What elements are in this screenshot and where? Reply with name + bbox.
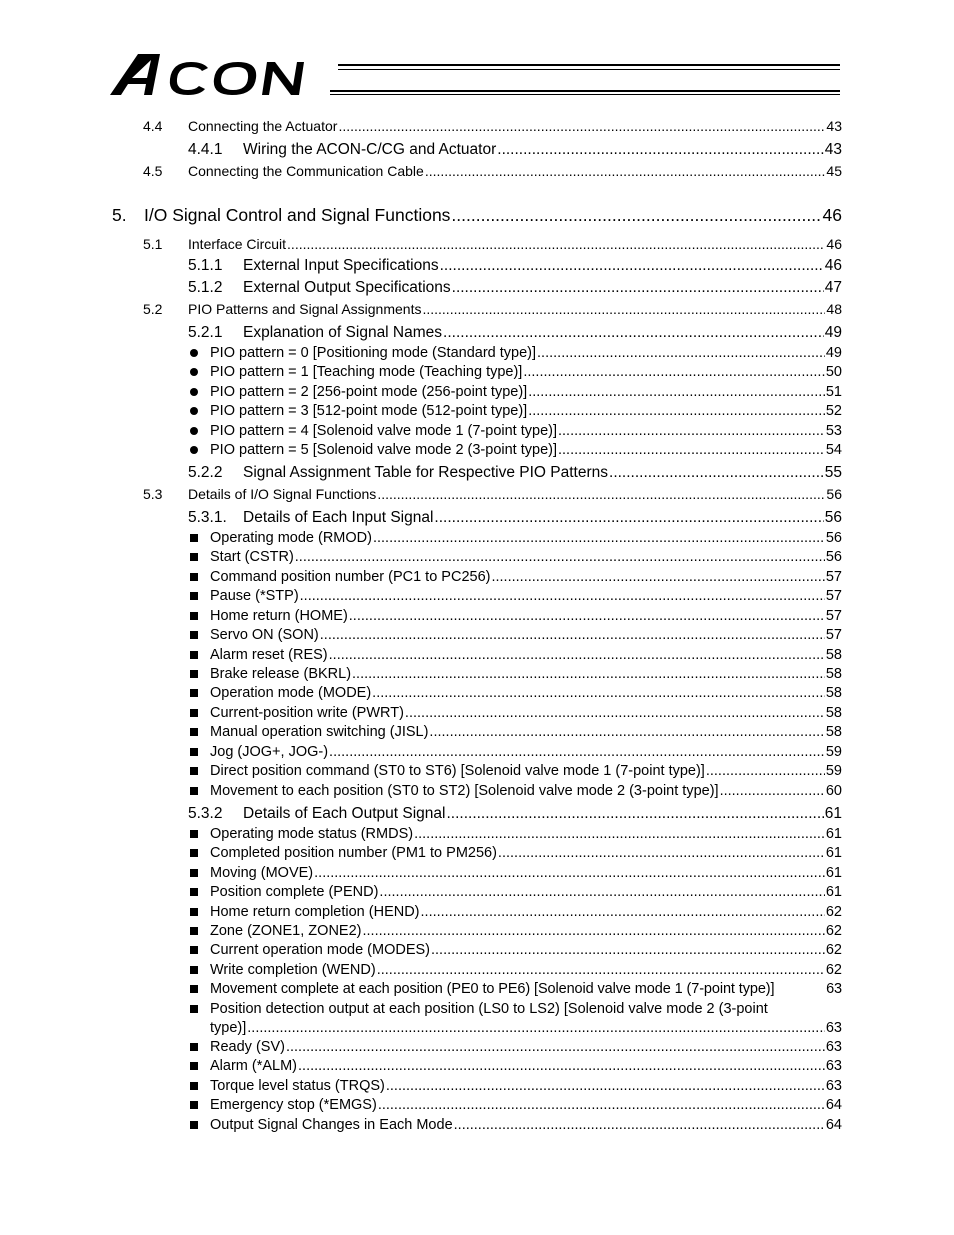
leader-dots bbox=[349, 608, 825, 624]
toc-bullet-output[interactable] bbox=[210, 942, 842, 958]
toc-page: 57 bbox=[825, 569, 842, 585]
toc-page: 49 bbox=[824, 324, 842, 341]
bullet-square-icon bbox=[190, 744, 198, 760]
bullet-square-icon bbox=[190, 1001, 198, 1017]
bullet-square-icon bbox=[190, 884, 198, 900]
leader-dots bbox=[452, 279, 824, 297]
leader-dots bbox=[454, 1117, 825, 1133]
toc-title: Position complete (PEND) bbox=[210, 884, 379, 900]
toc-title: Interface Circuit bbox=[188, 236, 287, 252]
toc-entry-5-3-2[interactable] bbox=[188, 805, 842, 823]
toc-title-continued: type)] bbox=[210, 1020, 247, 1036]
leader-dots bbox=[425, 163, 826, 179]
leader-dots bbox=[528, 384, 825, 400]
toc-page: 53 bbox=[825, 423, 842, 439]
toc-page: 63 bbox=[825, 1058, 842, 1074]
toc-entry-5-3-1[interactable] bbox=[188, 509, 842, 527]
toc-entry-4-5[interactable] bbox=[143, 163, 842, 179]
toc-entry-4-4[interactable] bbox=[143, 118, 842, 134]
toc-bullet-pio-2[interactable] bbox=[210, 384, 842, 400]
toc-title: I/O Signal Control and Signal Functions bbox=[144, 205, 451, 225]
leader-dots bbox=[537, 345, 825, 361]
bullet-square-icon bbox=[190, 627, 198, 643]
toc-number: 5. bbox=[112, 205, 127, 225]
bullet-circle-icon bbox=[190, 423, 198, 439]
toc-number: 5.3 bbox=[143, 486, 163, 502]
bullet-square-icon bbox=[190, 530, 198, 546]
leader-dots bbox=[431, 942, 825, 958]
leader-dots bbox=[379, 884, 824, 900]
toc-page: 51 bbox=[825, 384, 842, 400]
toc-page: 64 bbox=[825, 1117, 842, 1133]
bullet-square-icon bbox=[190, 608, 198, 624]
leader-dots bbox=[372, 685, 825, 701]
toc-title: Alarm reset (RES) bbox=[210, 647, 328, 663]
leader-dots bbox=[558, 423, 825, 439]
toc-number: 5.1.1 bbox=[188, 257, 223, 274]
toc-page: 59 bbox=[825, 763, 842, 779]
leader-dots bbox=[451, 205, 821, 226]
toc-bullet-input[interactable] bbox=[210, 705, 842, 721]
toc-bullet-input[interactable] bbox=[210, 647, 842, 663]
leader-dots bbox=[405, 705, 825, 721]
leader-dots bbox=[491, 569, 824, 585]
leader-dots bbox=[298, 1058, 825, 1074]
toc-bullet-pio-3[interactable] bbox=[210, 403, 842, 419]
toc-page: 61 bbox=[825, 826, 842, 842]
leader-dots bbox=[373, 530, 825, 546]
leader-dots bbox=[558, 442, 825, 458]
toc-bullet-input[interactable] bbox=[210, 549, 842, 565]
toc-title: Jog (JOG+, JOG-) bbox=[210, 744, 329, 760]
toc-page: 61 bbox=[825, 884, 842, 900]
toc-bullet-input[interactable] bbox=[210, 744, 842, 760]
toc-title: Current operation mode (MODES) bbox=[210, 942, 430, 958]
toc-page: 64 bbox=[825, 1097, 842, 1113]
toc-title: Position detection output at each position (LS0 to LS2) [Solenoid valve mode 2 (3-point bbox=[210, 1001, 768, 1017]
toc-title: PIO pattern = 0 [Positioning mode (Standard type)] bbox=[210, 345, 537, 361]
toc-title: Operation mode (MODE) bbox=[210, 685, 372, 701]
leader-dots bbox=[329, 647, 825, 663]
bullet-circle-icon bbox=[190, 403, 198, 419]
toc-number: 5.2.1 bbox=[188, 324, 223, 341]
toc-bullet-input[interactable] bbox=[210, 569, 842, 585]
toc-page: 56 bbox=[824, 509, 842, 526]
leader-dots bbox=[320, 627, 825, 643]
leader-dots bbox=[377, 962, 825, 978]
bullet-square-icon bbox=[190, 1039, 198, 1055]
toc-number: 5.3.1. bbox=[188, 509, 227, 526]
toc-title: Home return completion (HEND) bbox=[210, 904, 420, 920]
leader-dots bbox=[378, 1097, 825, 1113]
toc-title: Output Signal Changes in Each Mode bbox=[210, 1117, 453, 1133]
toc-page: 43 bbox=[824, 141, 842, 158]
toc-bullet-pio-4[interactable] bbox=[210, 423, 842, 439]
toc-title: Movement complete at each position (PE0 to PE6) [Solenoid valve mode 1 (7-point type)] bbox=[210, 981, 775, 997]
toc-bullet-input[interactable] bbox=[210, 666, 842, 682]
toc-bullet-input[interactable] bbox=[210, 627, 842, 643]
toc-page: 63 bbox=[826, 981, 842, 997]
toc-entry-5-3[interactable] bbox=[143, 486, 842, 502]
toc-page: 63 bbox=[825, 1039, 842, 1055]
bullet-square-icon bbox=[190, 685, 198, 701]
toc-bullet-position-detection[interactable] bbox=[210, 1001, 842, 1017]
toc-title: PIO pattern = 2 [256-point mode (256-point type)] bbox=[210, 384, 528, 400]
toc-bullet-position-detection-cont[interactable] bbox=[210, 1020, 842, 1036]
toc-title: Movement to each position (ST0 to ST2) [Solenoid valve mode 2 (3-point type)] bbox=[210, 783, 719, 799]
toc-bullet-output[interactable] bbox=[210, 845, 842, 861]
bullet-circle-icon bbox=[190, 364, 198, 380]
bullet-square-icon bbox=[190, 705, 198, 721]
toc-bullet-pio-1[interactable] bbox=[210, 364, 842, 380]
toc-title: Connecting the Actuator bbox=[188, 118, 338, 134]
toc-bullet-output[interactable] bbox=[210, 884, 842, 900]
leader-dots bbox=[429, 724, 824, 740]
bullet-square-icon bbox=[190, 923, 198, 939]
toc-page: 58 bbox=[825, 705, 842, 721]
toc-bullet-output[interactable] bbox=[210, 962, 842, 978]
toc-entry-4-4-1[interactable] bbox=[188, 141, 842, 159]
toc-title: Signal Assignment Table for Respective PIO Patterns bbox=[243, 464, 609, 481]
bullet-square-icon bbox=[190, 981, 198, 997]
toc-number: 5.1 bbox=[143, 236, 163, 252]
toc-title: Start (CSTR) bbox=[210, 549, 294, 565]
toc-title: Command position number (PC1 to PC256) bbox=[210, 569, 491, 585]
toc-entry-5-1-1[interactable] bbox=[188, 257, 842, 275]
bullet-square-icon bbox=[190, 724, 198, 740]
toc-page: 47 bbox=[824, 279, 842, 296]
leader-dots bbox=[247, 1020, 825, 1036]
toc-page: 62 bbox=[825, 962, 842, 978]
leader-dots bbox=[609, 464, 824, 482]
bullet-square-icon bbox=[190, 549, 198, 565]
toc-number: 5.3.2 bbox=[188, 805, 223, 822]
leader-dots bbox=[386, 1078, 825, 1094]
toc-page: 60 bbox=[825, 783, 842, 799]
toc-title: Pause (*STP) bbox=[210, 588, 299, 604]
toc-bullet-input[interactable] bbox=[210, 530, 842, 546]
toc-page: 54 bbox=[825, 442, 842, 458]
toc-page: 43 bbox=[826, 118, 842, 134]
toc-bullet-input[interactable] bbox=[210, 783, 842, 799]
toc-page: 52 bbox=[825, 403, 842, 419]
toc-page: 46 bbox=[826, 236, 842, 252]
toc-page: 61 bbox=[825, 865, 842, 881]
toc-page: 61 bbox=[824, 805, 842, 822]
toc-title: Ready (SV) bbox=[210, 1039, 285, 1055]
leader-dots bbox=[422, 301, 825, 317]
leader-dots bbox=[523, 364, 825, 380]
toc-page: 56 bbox=[826, 486, 842, 502]
toc-title: PIO pattern = 4 [Solenoid valve mode 1 (7-point type)] bbox=[210, 423, 557, 439]
toc-title: Operating mode (RMOD) bbox=[210, 530, 372, 546]
toc-page: 56 bbox=[825, 549, 842, 565]
toc-chapter-5[interactable] bbox=[112, 205, 842, 226]
bullet-square-icon bbox=[190, 1097, 198, 1113]
bullet-square-icon bbox=[190, 783, 198, 799]
bullet-circle-icon bbox=[190, 442, 198, 458]
toc-page: 50 bbox=[825, 364, 842, 380]
toc-bullet-output[interactable] bbox=[210, 904, 842, 920]
toc-title: Brake release (BKRL) bbox=[210, 666, 352, 682]
bullet-square-icon bbox=[190, 569, 198, 585]
leader-dots bbox=[377, 486, 825, 502]
toc-page: 46 bbox=[824, 257, 842, 274]
toc-title: PIO pattern = 5 [Solenoid valve mode 2 (3-point type)] bbox=[210, 442, 557, 458]
toc-bullet-input[interactable] bbox=[210, 763, 842, 779]
toc-number: 4.4.1 bbox=[188, 141, 223, 158]
toc-bullet-input[interactable] bbox=[210, 588, 842, 604]
bullet-square-icon bbox=[190, 1058, 198, 1074]
toc-entry-5-2-1[interactable] bbox=[188, 324, 842, 342]
toc-title: Manual operation switching (JISL) bbox=[210, 724, 429, 740]
leader-dots bbox=[295, 549, 825, 565]
toc-bullet-output[interactable] bbox=[210, 1097, 842, 1113]
leader-dots bbox=[497, 141, 823, 159]
toc-page: 45 bbox=[826, 163, 842, 179]
toc-page: 46 bbox=[822, 205, 842, 225]
leader-dots bbox=[286, 1039, 825, 1055]
bullet-square-icon bbox=[190, 845, 198, 861]
bullet-square-icon bbox=[190, 942, 198, 958]
toc-title: PIO Patterns and Signal Assignments bbox=[188, 301, 422, 317]
bullet-circle-icon bbox=[190, 384, 198, 400]
leader-dots bbox=[300, 588, 825, 604]
toc-title: Moving (MOVE) bbox=[210, 865, 314, 881]
toc-title: PIO pattern = 3 [512-point mode (512-point type)] bbox=[210, 403, 528, 419]
toc-title: Zone (ZONE1, ZONE2) bbox=[210, 923, 362, 939]
leader-dots bbox=[314, 865, 825, 881]
toc-page: 57 bbox=[825, 608, 842, 624]
toc-number: 5.2 bbox=[143, 301, 163, 317]
toc-bullet-output[interactable] bbox=[210, 1078, 842, 1094]
bullet-square-icon bbox=[190, 826, 198, 842]
toc-title: Explanation of Signal Names bbox=[243, 324, 443, 341]
toc-page: 57 bbox=[825, 627, 842, 643]
leader-dots bbox=[443, 324, 824, 342]
leader-dots bbox=[329, 744, 825, 760]
toc-title: Wiring the ACON-C/CG and Actuator bbox=[243, 141, 497, 158]
toc-title: Details of Each Input Signal bbox=[243, 509, 434, 526]
toc-bullet-input[interactable] bbox=[210, 724, 842, 740]
leader-dots bbox=[362, 923, 824, 939]
leader-dots bbox=[338, 118, 825, 134]
toc-page: 62 bbox=[825, 942, 842, 958]
bullet-square-icon bbox=[190, 588, 198, 604]
toc-bullet-movement-complete[interactable] bbox=[210, 981, 842, 997]
toc-number: 5.1.2 bbox=[188, 279, 223, 296]
toc-entry-5-2[interactable] bbox=[143, 301, 842, 317]
toc-title: Alarm (*ALM) bbox=[210, 1058, 298, 1074]
toc-bullet-output[interactable] bbox=[210, 826, 842, 842]
toc-title: Emergency stop (*EMGS) bbox=[210, 1097, 377, 1113]
toc-title: Operating mode status (RMDS) bbox=[210, 826, 414, 842]
bullet-square-icon bbox=[190, 763, 198, 779]
toc-page: 49 bbox=[825, 345, 842, 361]
toc-entry-5-1-2[interactable] bbox=[188, 279, 842, 297]
toc-title: Home return (HOME) bbox=[210, 608, 348, 624]
toc-page: 59 bbox=[825, 744, 842, 760]
toc-page: 62 bbox=[825, 904, 842, 920]
toc-page: 63 bbox=[825, 1078, 842, 1094]
bullet-square-icon bbox=[190, 666, 198, 682]
toc-entry-5-1[interactable] bbox=[143, 236, 842, 252]
leader-dots bbox=[287, 236, 825, 252]
toc-page: 58 bbox=[825, 724, 842, 740]
toc-title: Direct position command (ST0 to ST6) [Solenoid valve mode 1 (7-point type)] bbox=[210, 763, 705, 779]
toc-title: Details of I/O Signal Functions bbox=[188, 486, 377, 502]
toc-bullet-output[interactable] bbox=[210, 1039, 842, 1055]
toc-bullet-output[interactable] bbox=[210, 1058, 842, 1074]
leader-dots bbox=[446, 805, 823, 823]
toc-page: 61 bbox=[825, 845, 842, 861]
toc-bullet-pio-0[interactable] bbox=[210, 345, 842, 361]
toc-page: 62 bbox=[825, 923, 842, 939]
leader-dots bbox=[434, 509, 823, 527]
toc-bullet-output[interactable] bbox=[210, 865, 842, 881]
toc-title: External Output Specifications bbox=[243, 279, 451, 296]
toc-bullet-input[interactable] bbox=[210, 608, 842, 624]
bullet-square-icon bbox=[190, 904, 198, 920]
leader-dots bbox=[720, 783, 825, 799]
toc-page: 56 bbox=[825, 530, 842, 546]
toc-title: Details of Each Output Signal bbox=[243, 805, 446, 822]
bullet-square-icon bbox=[190, 962, 198, 978]
toc-title: External Input Specifications bbox=[243, 257, 439, 274]
bullet-square-icon bbox=[190, 1078, 198, 1094]
toc-title: Write completion (WEND) bbox=[210, 962, 376, 978]
toc-bullet-input[interactable] bbox=[210, 685, 842, 701]
toc-bullet-pio-5[interactable] bbox=[210, 442, 842, 458]
leader-dots bbox=[706, 763, 825, 779]
leader-dots bbox=[421, 904, 825, 920]
toc-page: 63 bbox=[825, 1020, 842, 1036]
toc-title: Current-position write (PWRT) bbox=[210, 705, 404, 721]
toc-title: Completed position number (PM1 to PM256) bbox=[210, 845, 497, 861]
toc-page: 57 bbox=[825, 588, 842, 604]
leader-dots bbox=[352, 666, 825, 682]
bullet-square-icon bbox=[190, 1117, 198, 1133]
toc-page: 48 bbox=[826, 301, 842, 317]
leader-dots bbox=[498, 845, 825, 861]
toc-title: Torque level status (TRQS) bbox=[210, 1078, 385, 1094]
toc-title: Servo ON (SON) bbox=[210, 627, 319, 643]
toc-title: Connecting the Communication Cable bbox=[188, 163, 424, 179]
bullet-square-icon bbox=[190, 647, 198, 663]
toc-page: 58 bbox=[825, 647, 842, 663]
bullet-circle-icon bbox=[190, 345, 198, 361]
toc-number: 5.2.2 bbox=[188, 464, 223, 481]
leader-dots bbox=[440, 257, 824, 275]
toc-bullet-output[interactable] bbox=[210, 1117, 842, 1133]
bullet-square-icon bbox=[190, 865, 198, 881]
toc-page: 55 bbox=[824, 464, 842, 481]
toc-number: 4.4 bbox=[143, 118, 163, 134]
toc-bullet-output[interactable] bbox=[210, 923, 842, 939]
toc-number: 4.5 bbox=[143, 163, 163, 179]
toc-entry-5-2-2[interactable] bbox=[188, 464, 842, 482]
toc-title: PIO pattern = 1 [Teaching mode (Teaching type)] bbox=[210, 364, 523, 380]
toc-page: 58 bbox=[825, 685, 842, 701]
toc-page: 58 bbox=[825, 666, 842, 682]
leader-dots bbox=[414, 826, 825, 842]
leader-dots bbox=[528, 403, 825, 419]
